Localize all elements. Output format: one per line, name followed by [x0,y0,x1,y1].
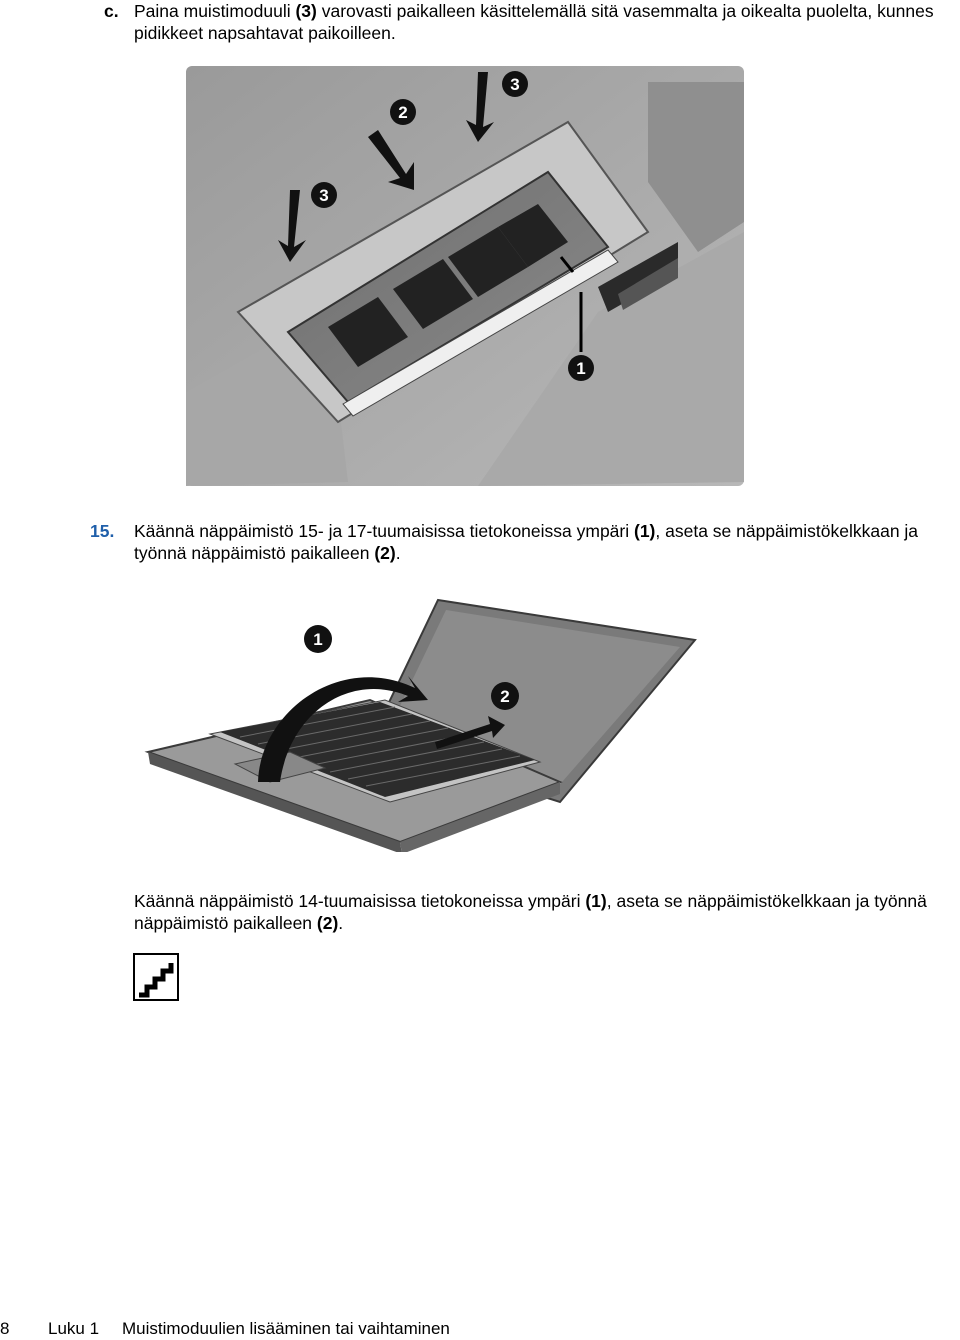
svg-text:3: 3 [319,186,329,205]
step-text: Käännä näppäimistö 14-tuumaisissa tietokoneissa ympäri [134,891,586,911]
step-text: , aseta se näppäimistökelkkaan ja työnnä näppäimistö paikalleen [134,521,919,563]
callout-ref: (2) [374,543,396,563]
step-text: varovasti paikalleen käsittelemällä sitä vasemmalta ja oikealta puolelta, kunnes pidikkeet napsahtavat paikoilleen. [134,1,934,43]
callout-3-left [311,182,337,208]
svg-text:3: 3 [510,75,520,94]
callout-2 [491,682,519,710]
callout-ref: (1) [585,891,607,911]
callout-3-top [502,71,528,97]
svg-text:2: 2 [398,103,408,122]
stairs-icon [133,953,179,1001]
page-number: 8 [0,1319,10,1338]
svg-text:2: 2 [500,687,510,706]
keyboard-illustration [140,592,700,852]
step-15 [90,520,960,564]
callout-1 [568,355,594,381]
step-marker: 15. [90,521,115,541]
chapter-title: Muistimoduulien lisääminen tai vaihtaminen [122,1319,450,1338]
step-marker: c. [104,1,119,21]
callout-ref: (2) [316,913,339,933]
step-text: Käännä näppäimistö 15- ja 17-tuumaisissa tietokoneissa ympäri [134,521,634,541]
step-text: , aseta se näppäimistökelkkaan ja työnnä näppäimistö paikalleen [134,891,927,933]
svg-text:1: 1 [576,359,586,378]
memory-module-illustration [178,62,750,492]
callout-1 [304,625,332,653]
callout-ref: (1) [634,521,656,541]
svg-text:1: 1 [313,630,323,649]
page-footer [0,1318,450,1340]
chapter-label: Luku 1 [48,1319,100,1338]
callout-2 [390,99,416,125]
step-text: Paina muistimoduuli [134,1,296,21]
step-text: . [395,543,401,563]
step-14-inch-note [134,890,960,934]
step-text: . [338,913,344,933]
step-c [104,0,960,44]
callout-ref: (3) [295,1,317,21]
